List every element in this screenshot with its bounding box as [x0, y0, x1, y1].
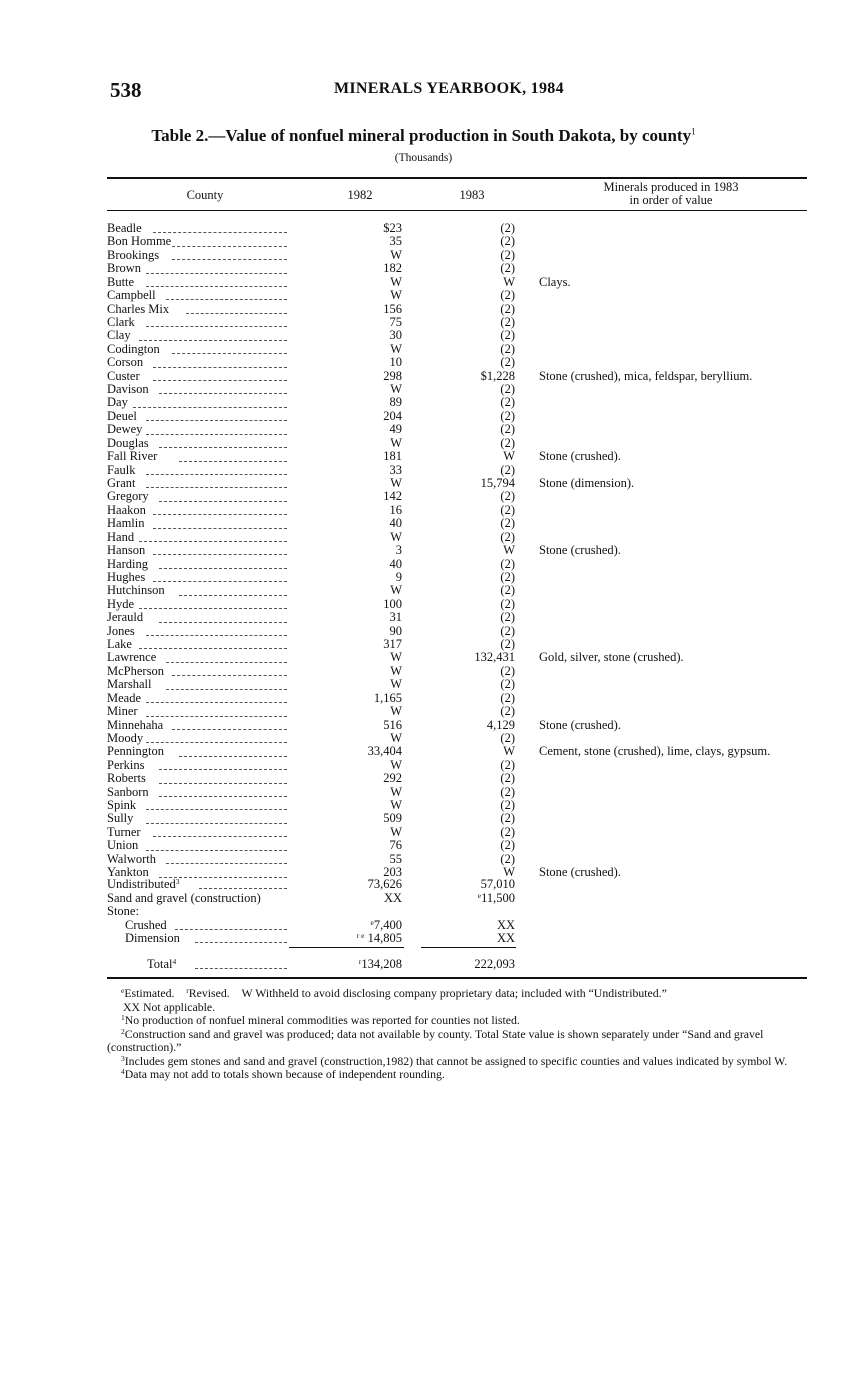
minerals-produced: Stone (crushed). [539, 865, 621, 880]
header-county: County [186, 188, 224, 202]
value-1983: (2) [500, 328, 515, 343]
value-1982: W [390, 824, 402, 839]
county-name: Sanborn [107, 784, 149, 799]
total-label: Total$^4$ [147, 957, 177, 971]
value-1982: 1,165 [373, 690, 402, 705]
value-1983: W [503, 274, 515, 289]
leader-dots [172, 717, 287, 730]
leader-dots [166, 287, 287, 300]
county-name: Douglas [107, 435, 149, 450]
county-name: Jones [107, 623, 135, 638]
leader-dots [195, 956, 287, 969]
value-1982: 516 [383, 717, 402, 732]
county-name: Brown [107, 261, 142, 276]
sand-gravel-row [107, 892, 807, 905]
leader-dots [153, 354, 287, 367]
value-1983: (2) [500, 824, 515, 839]
value-1982: 55 [389, 851, 402, 866]
value-1983: (2) [500, 314, 515, 329]
sand-gravel-1982: XX [383, 890, 402, 905]
value-1982: 16 [389, 502, 402, 517]
leader-dots [175, 917, 287, 930]
value-1982: W [390, 757, 402, 772]
value-1983: (2) [500, 784, 515, 799]
county-name: Deuel [107, 408, 137, 423]
value-1982: W [390, 583, 402, 598]
table-header-rule [107, 210, 807, 211]
stone-dimension-1983: XX [496, 931, 515, 945]
leader-dots [159, 609, 287, 622]
county-name: Jerauld [107, 610, 144, 625]
county-name: Haakon [107, 502, 146, 517]
value-1983: W [503, 543, 515, 558]
value-1982: W [390, 677, 402, 692]
value-1983: (2) [500, 301, 515, 316]
total-row [107, 958, 807, 971]
county-name: Miner [107, 704, 138, 719]
county-name: Brookings [107, 247, 160, 262]
county-name: Hughes [107, 569, 146, 584]
table-title [0, 126, 847, 146]
value-1982: 3 [395, 543, 402, 558]
value-1983: (2) [500, 435, 515, 450]
leader-dots [179, 582, 287, 595]
county-name: Spink [107, 798, 137, 813]
leader-dots [159, 435, 287, 448]
minerals-produced: Cement, stone (crushed), lime, clays, gypsum. [539, 744, 771, 759]
value-1983: (2) [500, 677, 515, 692]
minerals-produced: Stone (crushed), mica, feldspar, beryllium. [539, 368, 753, 383]
value-1982: 100 [383, 596, 402, 611]
value-1983: (2) [500, 355, 515, 370]
county-name: Hamlin [107, 516, 145, 531]
value-1982: 89 [389, 395, 402, 410]
leader-dots [172, 233, 287, 246]
value-1982: 35 [389, 234, 402, 249]
table-top-rule [107, 177, 807, 179]
value-1982: 40 [389, 556, 402, 571]
county-name: Roberts [107, 771, 146, 786]
leader-dots [159, 784, 287, 797]
leader-dots [172, 247, 287, 260]
county-name: Pennington [107, 744, 164, 759]
value-1982: W [390, 435, 402, 450]
leader-dots [186, 301, 287, 314]
value-1982: 90 [389, 623, 402, 638]
value-1982: 33,404 [367, 744, 402, 759]
leader-dots [153, 824, 287, 837]
leader-dots [153, 220, 287, 233]
value-1982: W [390, 288, 402, 303]
county-name: Clay [107, 328, 131, 343]
value-1983: W [503, 744, 515, 759]
value-1983: (2) [500, 247, 515, 262]
value-1983: (2) [500, 502, 515, 517]
value-1982: 10 [389, 355, 402, 370]
total-1983: 222,093 [474, 957, 515, 971]
county-name: Custer [107, 368, 140, 383]
minerals-produced: Stone (crushed). [539, 449, 621, 464]
county-name: Walworth [107, 851, 156, 866]
value-1983: (2) [500, 261, 515, 276]
leader-dots [166, 676, 287, 689]
value-1983: (2) [500, 288, 515, 303]
value-1983: (2) [500, 462, 515, 477]
value-1983: (2) [500, 771, 515, 786]
leader-dots [153, 569, 287, 582]
county-name: Fall River [107, 449, 158, 464]
value-1983: (2) [500, 730, 515, 745]
minerals-produced: Gold, silver, stone (crushed). [539, 650, 684, 665]
leader-dots [199, 876, 287, 889]
value-1982: 317 [383, 637, 402, 652]
value-1983: (2) [500, 422, 515, 437]
county-name: Moody [107, 730, 144, 745]
header-1982: 1982 [347, 188, 373, 202]
undistributed-row [107, 878, 807, 891]
county-name: Faulk [107, 462, 136, 477]
leader-dots [159, 757, 287, 770]
footnote-1: $^1$No production of nonfuel mineral commodities was reported for counties not listed. [121, 1013, 520, 1027]
subtotal-rule-1983 [421, 947, 516, 948]
leader-dots [153, 502, 287, 515]
header-minerals-line2: in order of value [629, 193, 713, 207]
county-name: Turner [107, 824, 141, 839]
leader-dots [139, 327, 287, 340]
value-1983: (2) [500, 516, 515, 531]
leader-dots [146, 837, 287, 850]
value-1983: 15,794 [480, 475, 515, 490]
value-1982: W [390, 704, 402, 719]
value-1982: W [390, 247, 402, 262]
leader-dots [172, 341, 287, 354]
value-1983: 132,431 [474, 650, 515, 665]
value-1982: 204 [383, 408, 402, 423]
leader-dots [139, 596, 287, 609]
county-name: Sully [107, 811, 134, 826]
value-1983: (2) [500, 757, 515, 772]
value-1983: $1,228 [480, 368, 515, 383]
page-number: 538 [110, 78, 142, 102]
county-name: Hutchinson [107, 583, 165, 598]
sand-gravel-1983: $^e$11,500 [477, 890, 515, 905]
county-name: Codington [107, 341, 160, 356]
leader-dots [179, 743, 287, 756]
county-name: Union [107, 838, 139, 853]
county-name: Perkins [107, 757, 145, 772]
value-1982: W [390, 798, 402, 813]
value-1982: 292 [383, 771, 402, 786]
county-name: Butte [107, 274, 135, 289]
value-1982: 9 [395, 569, 402, 584]
value-1982: W [390, 663, 402, 678]
county-name: Hyde [107, 596, 135, 611]
leader-dots [146, 797, 287, 810]
county-name: Marshall [107, 677, 152, 692]
leader-dots [146, 690, 287, 703]
value-1982: 40 [389, 516, 402, 531]
value-1983: (2) [500, 395, 515, 410]
value-1983: (2) [500, 529, 515, 544]
value-1983: (2) [500, 382, 515, 397]
value-1983: (2) [500, 811, 515, 826]
county-name: Bon Homme [107, 234, 172, 249]
county-name: Lawrence [107, 650, 157, 665]
leader-dots [146, 730, 287, 743]
leader-dots [166, 851, 287, 864]
stone-crushed-1982: $^e$7,400 [370, 917, 402, 932]
leader-dots [159, 488, 287, 501]
value-1983: 4,129 [486, 717, 515, 732]
footnote-3: $^3$Includes gem stones and sand and gravel (construction,1982) that cannot be assigned to specific counties and values indicated by symbol W. [121, 1053, 788, 1068]
value-1983: (2) [500, 583, 515, 598]
sand-gravel-label: Sand and gravel (construction) [107, 890, 261, 905]
value-1982: 182 [383, 261, 402, 276]
running-title: MINERALS YEARBOOK, 1984 [334, 80, 564, 97]
county-name: McPherson [107, 663, 164, 678]
value-1982: 30 [389, 328, 402, 343]
county-name: Harding [107, 556, 148, 571]
table-title-footnote: 1 [691, 126, 696, 137]
leader-dots [146, 408, 287, 421]
county-name: Grant [107, 475, 136, 490]
leader-dots [153, 515, 287, 528]
county-name: Day [107, 395, 128, 410]
leader-dots [133, 394, 287, 407]
minerals-produced: Stone (crushed). [539, 543, 621, 558]
leader-dots [159, 770, 287, 783]
value-1982: W [390, 341, 402, 356]
county-name: Dewey [107, 422, 143, 437]
county-name: Hand [107, 529, 135, 544]
leader-dots [195, 930, 287, 943]
value-1982: 76 [389, 838, 402, 853]
value-1983: (2) [500, 851, 515, 866]
stone-dimension-1982: $^{r e}$ 14,805 [356, 931, 402, 945]
value-1983: (2) [500, 690, 515, 705]
undistributed-label: Undistributed$^3$ [107, 877, 180, 891]
value-1983: (2) [500, 637, 515, 652]
stone-label: Stone: [107, 904, 139, 918]
table-units: (Thousands) [394, 152, 453, 164]
table-bottom-rule [107, 977, 807, 979]
header-1983: 1983 [459, 188, 485, 202]
subtotal-rule-1982 [289, 947, 404, 948]
county-name: Corson [107, 355, 144, 370]
county-name: Hanson [107, 543, 146, 558]
footnote-4: $^4$Data may not add to totals shown because of independent rounding. [121, 1067, 445, 1081]
leader-dots [146, 260, 287, 273]
value-1983: (2) [500, 798, 515, 813]
stone-dimension-label: Dimension [125, 931, 180, 945]
minerals-produced: Stone (dimension). [539, 475, 635, 490]
value-1983: (2) [500, 556, 515, 571]
footnote-2: $^2$Construction sand and gravel was produced; data not available by county. Total State value is shown separately under “Sand and gravel (construction).” [107, 1026, 764, 1054]
leader-dots [139, 636, 287, 649]
leader-dots [146, 314, 287, 327]
value-1982: 509 [383, 811, 402, 826]
value-1982: W [390, 784, 402, 799]
value-1983: (2) [500, 234, 515, 249]
value-1982: W [390, 274, 402, 289]
undistributed-1982: 73,626 [367, 877, 402, 891]
county-name: Charles Mix [107, 301, 170, 316]
leader-dots [166, 649, 287, 662]
value-1982: 156 [383, 301, 402, 316]
county-name: Minnehaha [107, 717, 164, 732]
value-1982: 181 [383, 449, 402, 464]
table-title-text: Table 2.—Value of nonfuel mineral production in South Dakota, by county [151, 126, 692, 145]
value-1982: $23 [383, 221, 402, 235]
value-1983: (2) [500, 341, 515, 356]
value-1982: W [390, 650, 402, 665]
value-1983: (2) [500, 704, 515, 719]
value-1983: W [503, 865, 515, 880]
county-name: Gregory [107, 489, 149, 504]
leader-dots [146, 462, 287, 475]
county-name: Clark [107, 314, 135, 329]
value-1983: (2) [500, 569, 515, 584]
value-1983: (2) [500, 610, 515, 625]
leader-dots [146, 274, 287, 287]
value-1983: (2) [500, 663, 515, 678]
value-1983: (2) [500, 623, 515, 638]
leader-dots [139, 529, 287, 542]
value-1983: (2) [500, 489, 515, 504]
stone-crushed-1983: XX [496, 917, 515, 932]
value-1982: 49 [389, 422, 402, 437]
value-1982: 142 [383, 489, 402, 504]
footnotes [107, 987, 807, 1082]
stone-crushed-label: Crushed [125, 917, 167, 932]
leader-dots [159, 556, 287, 569]
total-1982: $^r$134,208 [358, 957, 402, 971]
value-1983: (2) [500, 221, 515, 235]
footnote-legend: $^e$Estimated. $^r$Revised. W Withheld to avoid disclosing company proprietary data; included with “Undistributed.” [121, 986, 667, 1000]
leader-dots [153, 368, 287, 381]
value-1982: 33 [389, 462, 402, 477]
minerals-produced: Clays. [539, 274, 571, 289]
leader-dots [146, 421, 287, 434]
value-1983: (2) [500, 596, 515, 611]
header-minerals [560, 181, 782, 207]
county-name: Campbell [107, 288, 156, 303]
footnote-xx: XX Not applicable. [123, 999, 216, 1014]
county-name: Meade [107, 690, 142, 705]
county-name: Davison [107, 382, 149, 397]
leader-dots [159, 381, 287, 394]
leader-dots [146, 810, 287, 823]
leader-dots [172, 663, 287, 676]
county-name: Beadle [107, 221, 142, 235]
value-1982: 75 [389, 314, 402, 329]
stone-dimension-row [107, 932, 807, 945]
leader-dots [146, 623, 287, 636]
county-name: Yankton [107, 865, 149, 880]
county-name: Lake [107, 637, 132, 652]
header-minerals-line1: Minerals produced in 1983 [603, 180, 739, 194]
value-1982: W [390, 730, 402, 745]
value-1982: 203 [383, 865, 402, 880]
leader-dots [146, 475, 287, 488]
value-1983: (2) [500, 408, 515, 423]
minerals-produced: Stone (crushed). [539, 717, 621, 732]
leader-dots [179, 448, 287, 461]
value-1982: W [390, 475, 402, 490]
value-1982: W [390, 382, 402, 397]
value-1982: 298 [383, 368, 402, 383]
value-1982: W [390, 529, 402, 544]
value-1983: (2) [500, 838, 515, 853]
leader-dots [153, 542, 287, 555]
value-1983: W [503, 449, 515, 464]
leader-dots [146, 703, 287, 716]
value-1982: 31 [389, 610, 402, 625]
undistributed-1983: 57,010 [480, 877, 515, 891]
